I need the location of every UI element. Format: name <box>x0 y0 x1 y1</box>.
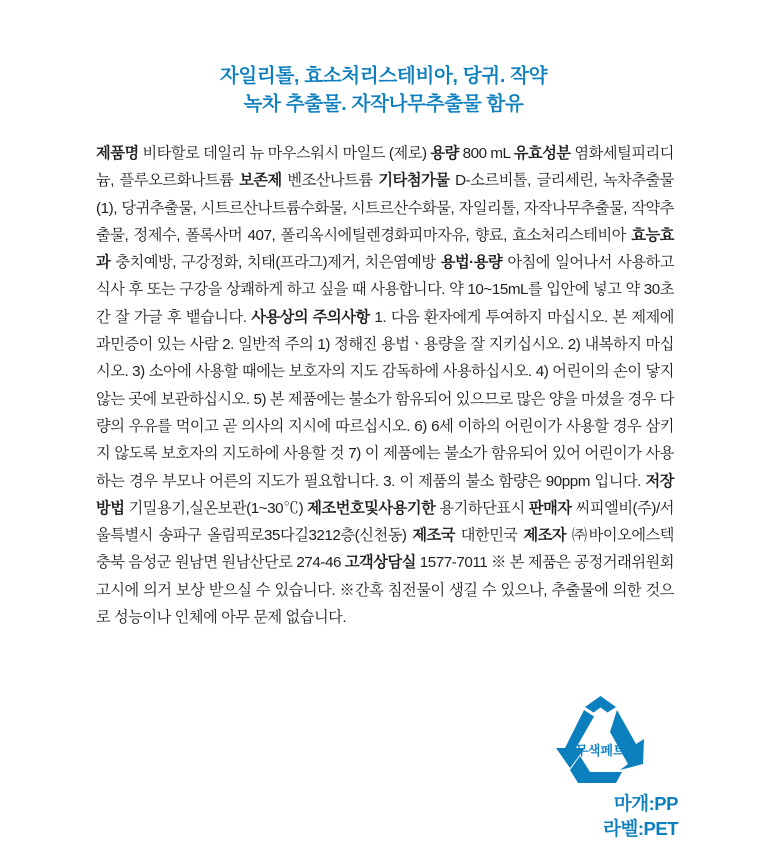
info-field-label: 효능효과 <box>96 226 674 272</box>
info-field-label: 저장방법 <box>96 472 674 517</box>
info-field-value: 용기하단표시 <box>435 499 529 517</box>
info-field-label: 제조국 <box>412 527 455 545</box>
info-field-value: 염화세틸피리디늄, 플루오르화나트륨 <box>96 145 674 190</box>
info-field-label: 유효성분 <box>513 145 571 162</box>
headline <box>0 62 767 118</box>
info-field-label: 기타첨가물 <box>378 172 450 190</box>
info-field-label: 보존제 <box>239 172 282 190</box>
info-field-label: 고객상담실 <box>344 554 416 572</box>
info-field-value: 충치예방, 구강정화, 치태(프라그)제거, 치은염예방 <box>110 254 441 272</box>
product-information-text <box>96 140 674 631</box>
recycle-info <box>520 694 680 841</box>
recycle-caption <box>520 791 680 841</box>
headline-line-1: 자일리톨, 효소처리스테비아, 당귀. 작약 <box>219 65 548 87</box>
info-field-value: 기밀용기,실온보관(1~30℃) <box>124 499 308 517</box>
info-field-value: 1577-7011 <box>415 554 492 572</box>
info-field-label: 제품명 <box>96 145 139 162</box>
info-field-value: D-소르비톨, 글리세린, 녹차추출물(1), 당귀추출물, 시트르산나트륨수화물, 시트르산수화물, 자일리톨, 자작나무추출물, 작약추출물, 정제수, 폴록사머 407, 폴리옥시에틸렌경화피마자유, 향료, 효소처리스테비아 <box>96 172 674 244</box>
info-field-label: 사용상의 주의사항 <box>251 308 370 326</box>
info-field-value: ㈜바이오에스텍 충북 음성군 원남면 원남산단로 274-46 <box>96 527 674 572</box>
info-field-value: 대한민국 <box>454 527 524 545</box>
info-field-label: 제조자 <box>523 527 567 545</box>
info-field-label: 제조번호및사용기한 <box>307 499 436 517</box>
info-field-value: 씨피엘비(주)/서울특별시 송파구 올림픽로35다길3212층(신천동) <box>96 499 674 545</box>
recycle-triangle-icon <box>548 694 653 787</box>
info-field-value: 800 mL <box>458 145 514 162</box>
headline-line-2: 녹차 추출물. 자작나무추출물 함유 <box>243 93 524 115</box>
info-field-value: 아침에 일어나서 사용하고 식사 후 또는 구강을 상쾌하게 하고 싶을 때 사용합니다. 약 10~15mL를 입안에 넣고 약 30초간 잘 가글 후 뱉습니다. <box>96 254 674 326</box>
label-material-label: 라벨:PET <box>603 818 678 839</box>
info-field-label: 용량 <box>430 145 459 162</box>
recycle-mark-label: 무색페트 <box>574 743 626 758</box>
info-field-label: 판매자 <box>528 499 572 517</box>
info-field-value: 비타할로 데일리 뉴 마우스워시 마일드 (제로) <box>138 145 431 162</box>
info-field-value: 1. 다음 환자에게 투여하지 마십시오. 본 제제에 과민증이 있는 사람 2. 일반적 주의 1) 정해진 용법ㆍ용량을 잘 지키십시오. 2) 내복하지 마십시오. 3) 소아에 사용할 때에는 보호자의 지도 감독하에 사용하십시오. 4) 어린이의 손이 닿지 않는 곳에 보관하십시오. 5) 본 제품에는 불소가 함유되어 있으므로 많은 양을 마셨을 경우 다량의 우유를 먹이고 곧 의사의 지시에 따르십시오. 6) 6세 이하의 어린이가 사용할 경우 삼키지 않도록 보호자의 지도하에 사용할 것 7) 이 제품에는 불소가 함유되어 있어 어린이가 사용하는 경우 부모나 어른의 지도가 필요합니다. 3. 이 제품의 불소 함량은 90ppm 입니다. <box>96 308 675 490</box>
cap-material-label: 마개:PP <box>613 793 678 814</box>
info-field-label: 용법·용량 <box>440 254 503 272</box>
info-field-value: 벤조산나트륨 <box>281 172 379 190</box>
info-field-value: ※ 본 제품은 공정거래위원회 고시에 의거 보상 받으실 수 있습니다. ※간혹 침전물이 생길 수 있으나, 추출물에 의한 것으로 성능이나 인체에 아무 문제 없습니다. <box>96 554 674 627</box>
